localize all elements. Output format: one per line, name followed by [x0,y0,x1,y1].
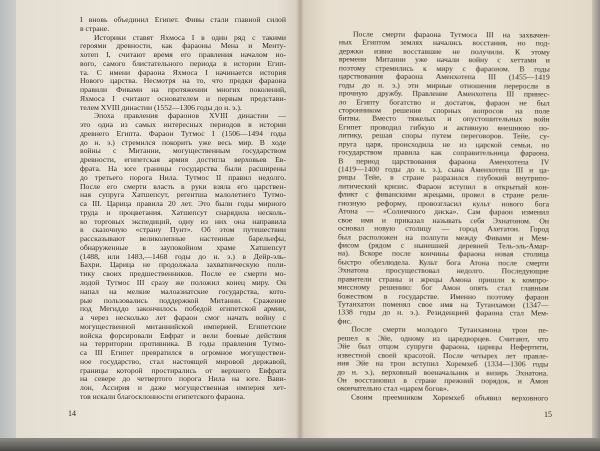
text-line: божеством в государстве. Именно поэтому фараон [337,291,549,302]
text-line: хотеп I, считают время его правления началом но- [80,50,286,60]
text-line: держки извне восставшие не получили. К этому [338,46,550,57]
text-line: правили Фивами на протяжении многих поколений, [80,85,286,95]
text-line: та. С имени фараона Яхмоса I начинается история [80,67,286,77]
text-line: Яхмоса I считают основателем и первым представи- [80,93,286,103]
text-line: до н. э.), верховный военачальник и визирь Эхнатона. [337,366,549,378]
text-line: Атона — «Солнечного диска». Сам фараон изменил [338,206,550,217]
text-line: а через несколько лет фараон смог начать войну с [80,313,286,323]
text-line: сторонником решения спорных вопросов на поле [338,105,550,116]
text-line: времени Митанни уже начали войну с хеттами и [338,54,550,65]
text-line: в стране. [80,23,110,33]
text-line: поэтому стремились к миру с фараоном. В годы [338,63,550,74]
text-line: После его смерти власть в руки взяла его царствен- [80,181,286,191]
text-line: годы до н. э.) эти мирные отношения переросли в [338,80,550,91]
text-line: фрата. На юге границы государства были расширены [80,164,286,174]
text-line: фис. [337,316,352,326]
text-line: до третьего порога Нила. Тутмос II правил недолго. [80,172,286,182]
text-line: Историки ставят Яхмоса I в один ряд с такими [94,32,286,42]
text-line: битвы. Вместо тяжелых и опустошительных войн [338,113,550,124]
book-spine [296,0,304,440]
right-page-text [337,30,550,402]
text-line: ное государство, стал настоящей мировой державой, [80,356,286,366]
text-line: ло Египту богатство и достаток, фараон не был [338,96,550,108]
text-line: литику, решая споры путем переговоров. Тейе, су- [338,130,550,141]
text-line: Эйе был отцом супруги фараона, царицы Нефертити, [337,341,549,352]
text-line: пруга царя, происходила не из царской семьи, но [338,139,550,150]
text-line: ных Египтом землях начались восстания, но под- [338,37,550,48]
text-line: Своим преемником Хоремхеб объявил верховного [351,392,549,403]
text-line: под Мегиддо закончилось победой египетской армии, [80,304,286,314]
page-edge [592,0,600,440]
text-line: Нового царства. Несмотря на то, что предки фараона [80,76,286,86]
text-line: могущественной митаннийской империей. Египетские [80,321,286,331]
text-line: правители страны и жрецы Амона пришли к компро- [337,274,549,285]
text-line: окончательно стал «царем богов». [337,383,449,394]
text-line: государством правила как соправительница фараона. [338,147,550,158]
text-line: Бахри. Царица не продолжала захватническую поли- [80,260,286,270]
text-line: границы которой простирались от верхнего Евфрата [80,365,286,375]
text-line: решел к Эйе, одному из царедворцев. Считают, что [337,333,549,344]
text-line: войны с Митанни, могущественным государством [80,146,286,156]
text-line: фликт с фиванскими жрецами, провел в стране рели- [338,189,550,200]
text-line: 1338 годы до н. э.). Резиденцией фараона стал Мем- [337,307,549,318]
text-line: ная супруга Хатшепсут, регентша малолетнего Тутмо- [80,190,286,200]
text-line: это одна из самых интересных периодов в истории [80,120,286,130]
text-line: ко торговых экспедиций, одну из них она направила [80,216,286,226]
page-number-left: 14 [68,409,76,418]
text-line: древности, египетская армия достигла верховьев Ев- [80,155,286,165]
text-line: После смерти молодого Тутанхамона трон пе- [351,324,549,335]
text-line: на севере до четвертого порога Нила на юге. Вави- [80,374,286,384]
text-line: труда и процветания. Хатшепсут снарядила несколь- [80,207,286,217]
text-line: на территории противника. В годы правления Тутмо- [80,339,286,349]
text-line: Тутанхатон поменял свое имя на Тутанхамон (1347— [337,299,549,310]
text-line: войска форсировали Евфрат и вели боевые действия [80,330,286,340]
text-line: основал новую столицу — город Ахетатон. Город [337,223,549,234]
page-number-right: 15 [544,410,552,419]
text-line: лодой Тутмос III сразу же положил конец миру. Он [80,277,286,287]
text-line: фисом (рядом с нынешней деревней Тель-эль-Амар- [337,240,549,251]
text-line: тов искали благосклонности египетского фараона. [80,391,245,401]
text-line: миссному решению: бог Амон опять стал главным [337,282,549,293]
text-line: героями древности, как фараоны Мена и Менту- [80,41,286,51]
text-line: вого, самого блистательного периода в истории Егип- [80,58,286,68]
text-line: напал на мелкие малоазиатские государства, кото- [80,286,286,296]
text-line: был расположен на полпути между Фивами и Мем- [337,231,549,243]
text-line: царствования фараона Аменхотепа III (1455—1419 [338,71,550,82]
text-line: Эхнатона просуществовал недолго. Последующие [337,265,549,276]
text-line: После смерти фараона Тутмоса III на захвачен- [352,29,550,40]
text-line: на). Вскоре после кончины фараона новая столица [337,248,549,259]
text-line: Египет проводил гибкую и активную внешнюю по- [338,122,550,133]
text-line: гиозную реформу, провозгласил культ нового бога [338,198,550,209]
table-surface [0,438,600,451]
text-line: Он восстановил в стране прежний порядок, и Амон [337,375,549,386]
text-line: телем XVIII династии (1552—1306 годы до н. э.). [80,102,242,112]
text-line: рассказывают великолепные настенные барельефы, [80,234,286,244]
text-line: обнаруженные в заупокойном храме Хатшепсут [80,242,286,252]
text-line: в сказочную «страну Пунт». Об этом путешествии [80,225,286,235]
text-line: известной своей красотой. После четырех лет правле- [337,350,549,361]
text-line: тику своих предшественников. После ее смерти мо- [80,269,286,279]
left-page-text [80,16,286,402]
text-line: рые пользовались поддержкой Митанни. Сражение [80,295,286,305]
text-line: (1419—1400 годы до н. э.), сына Аменхотепа III и ца- [338,164,550,175]
text-line: са III. Царица правила 20 лет. Это были годы мирного [80,199,286,209]
text-line: са III Египет превратился в огромное могуществен- [80,348,286,358]
text-line: I вновь объединил Египет. Фивы стали главной силой [80,15,286,24]
text-line: В период царствования фараона Аменхотепа IV [338,156,550,167]
text-line: литический кризис. Фараон вступил в открытый кон- [338,181,550,192]
text-line: свое имя и приказал называть себя Эхнатоном. Он [337,215,550,226]
text-line: лон, Ассирия и даже могущественная империя хет- [80,383,286,393]
text-line: до н. э.) стремился покорить уже весь мир. В ходе [80,137,286,147]
text-line: прочную дружбу. Правление Аменхотепа III принес- [338,88,550,99]
text-line: быстро обезлюдела. Культ бога Атона после смерти [337,257,549,268]
text-line: (1488, или 1483,—1468 годы до н. э.) в Дейр-эль- [80,251,286,261]
text-line: Эпоха правления фараонов XVIII династии — [94,111,286,121]
text-line: ния Эйе на трон вступил Хоремхеб (1334—1306 годы [337,358,549,369]
text-line: древнего Египта. Фараон Тутмос I (1506—1494 годы [80,128,286,138]
text-line: рицы Тейе, в стране разразился глубокий внутрипо- [338,172,550,183]
